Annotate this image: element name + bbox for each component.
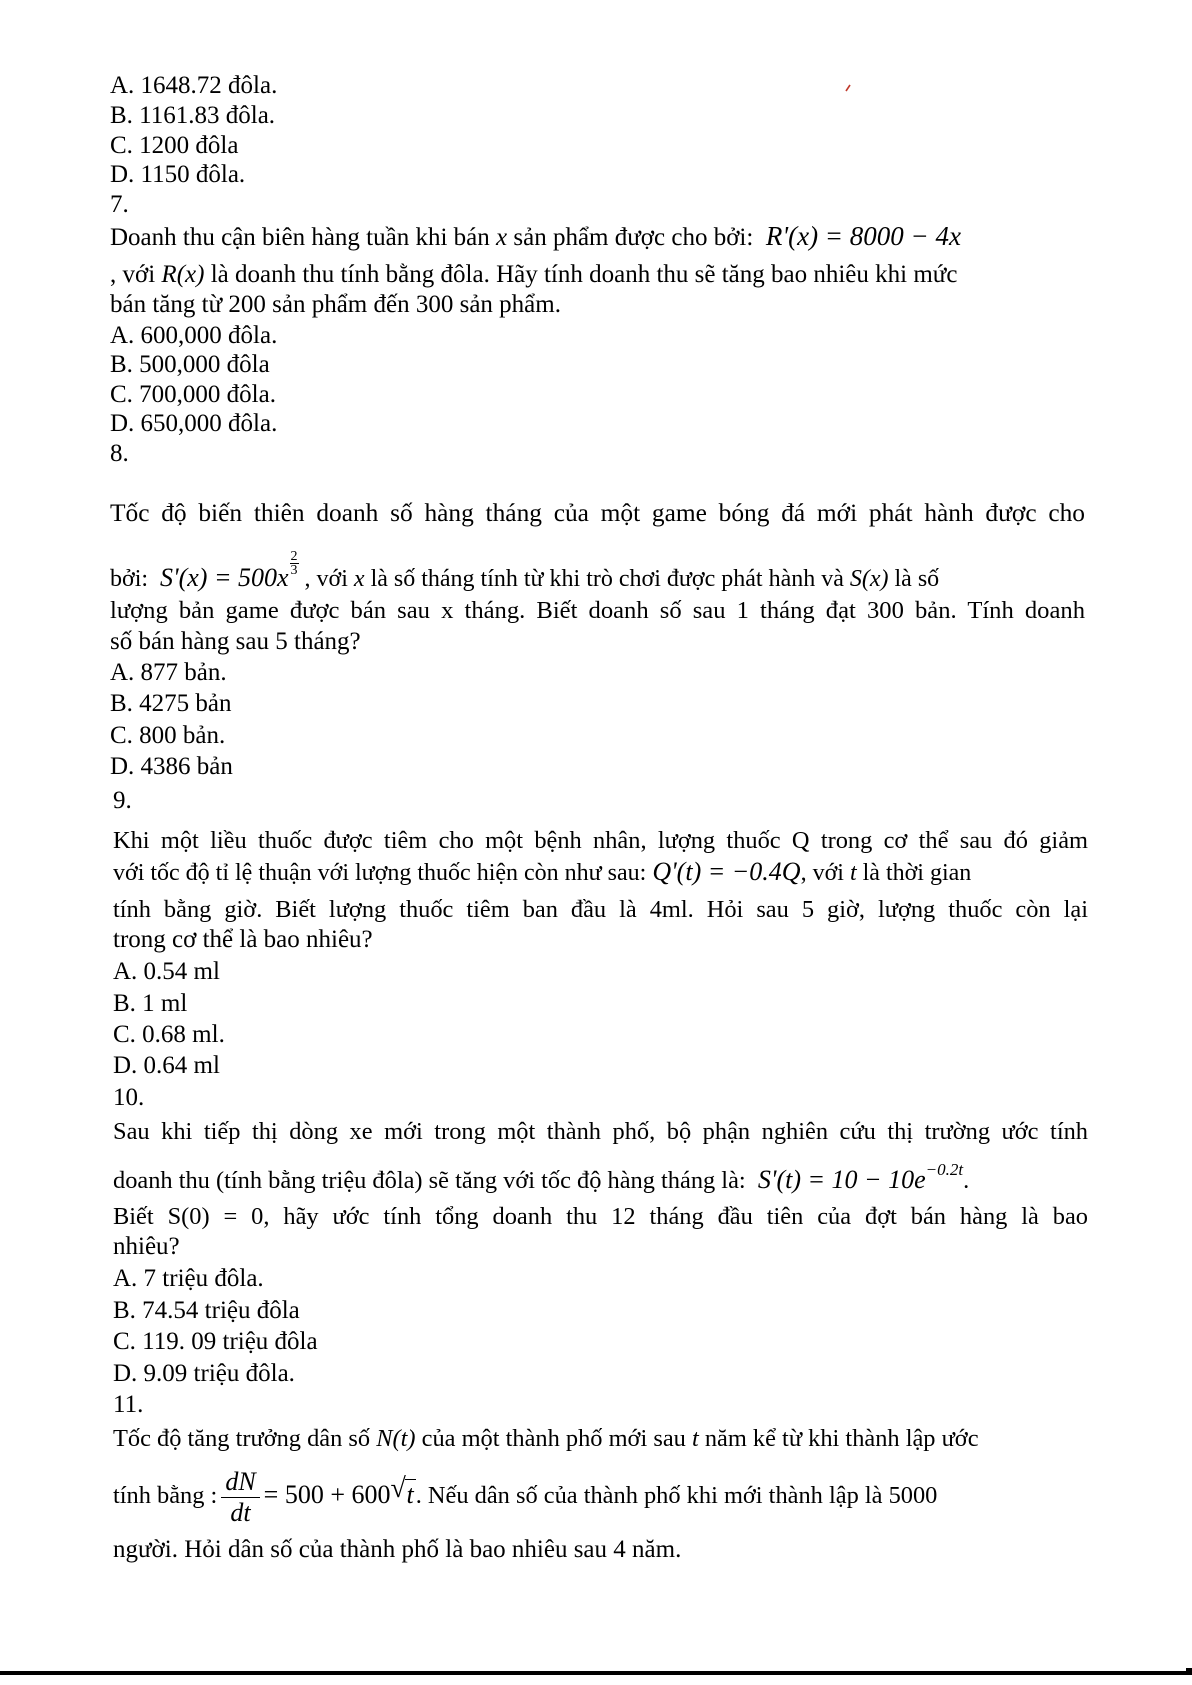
page-bottom-rule <box>0 1671 1192 1675</box>
q10-stem-line-1: Sau khi tiếp thị dòng xe mới trong một thành phố, bộ phận nghiên cứu thị trường ước tính <box>113 1118 1088 1145</box>
q7-stem-2b: là doanh thu tính bằng đôla. Hãy tính doanh thu sẽ tăng bao nhiêu khi mức <box>210 261 958 288</box>
q9-option-a: A. 0.54 ml <box>113 958 220 985</box>
q8-option-c: C. 800 bản. <box>110 722 226 749</box>
q7-option-b: B. 500,000 đôla <box>110 351 270 378</box>
q11-stem-line-3: người. Hỏi dân số của thành phố là bao nhiêu sau 4 năm. <box>113 1536 682 1563</box>
q9-option-b: B. 1 ml <box>113 990 188 1017</box>
q10-stem-line-2 <box>113 1159 1088 1196</box>
q8-stem-2-mid: , với <box>304 566 348 592</box>
q7-stem-line-3: bán tăng từ 200 sản phẩm đến 300 sản phẩm. <box>110 291 561 318</box>
q9-stem-line-4: trong cơ thể là bao nhiêu? <box>113 926 373 953</box>
q10-option-d: D. 9.09 triệu đôla. <box>113 1360 295 1387</box>
q9-option-c: C. 0.68 ml. <box>113 1021 225 1048</box>
q8-exp-num: 2 <box>290 549 298 564</box>
q8-var-s: S(x) <box>849 566 889 592</box>
q7-stem-text: Doanh thu cận biên hàng tuần khi bán <box>110 224 490 251</box>
q9-stem-line-2 <box>113 857 1088 888</box>
q11-sqrt <box>391 1461 416 1529</box>
q9-formula: Q'(t) = −0.4Q <box>652 857 801 886</box>
q6-option-d: D. 1150 đôla. <box>110 161 246 188</box>
q9-stem-line-3: tính bằng giờ. Biết lượng thuốc tiêm ban đầu là 4ml. Hỏi sau 5 giờ, lượng thuốc còn lại <box>113 896 1088 923</box>
q7-var-x: x <box>496 224 508 251</box>
q11-stem-1-mid: của một thành phố mới sau <box>421 1425 686 1452</box>
q7-var-r: R(x) <box>161 261 205 288</box>
q11-stem-line-2 <box>113 1461 1088 1529</box>
q10-stem-2-pre: doanh thu (tính bằng triệu đôla) sẽ tăng với tốc độ hàng tháng là: <box>113 1167 746 1195</box>
q7-stem-line-1 <box>110 221 1085 253</box>
q7-option-c: C. 700,000 đôla. <box>110 381 276 408</box>
q8-var-x: x <box>353 566 365 592</box>
q9-option-d: D. 0.64 ml <box>113 1052 220 1079</box>
q7-formula: R'(x) = 8000 − 4x <box>765 221 961 251</box>
q11-var-n: N(t) <box>376 1425 416 1452</box>
q10-formula: S'(t) = 10 − 10e <box>757 1165 926 1195</box>
q9-stem-line-1: Khi một liều thuốc được tiêm cho một bệnh nhân, lượng thuốc Q trong cơ thể sau đó giảm <box>113 827 1088 854</box>
q7-stem-text-2: sản phẩm được cho bởi: <box>513 224 754 251</box>
q6-option-a: A. 1648.72 đôla. <box>110 72 278 99</box>
q11-derivative-fraction <box>221 1467 259 1528</box>
q11-var-t: t <box>691 1425 699 1452</box>
q11-sqrt-arg: t <box>406 1480 414 1509</box>
q8-number: 8. <box>110 440 129 467</box>
q11-number: 11. <box>113 1391 144 1418</box>
q10-stem-2-end: . <box>963 1167 970 1195</box>
q10-stem-line-3: Biết S(0) = 0, hãy ước tính tổng doanh thu 12 tháng đầu tiên của đợt bán hàng là bao <box>113 1203 1088 1230</box>
q11-frac-num: dN <box>221 1467 259 1498</box>
q9-stem-2-pre: với tốc độ tỉ lệ thuận với lượng thuốc hiện còn như sau: <box>113 860 647 886</box>
q9-number: 9. <box>113 787 132 814</box>
q8-exponent-fraction <box>290 550 299 577</box>
q11-stem-1-pre: Tốc độ tăng trưởng dân số <box>113 1425 371 1452</box>
q7-stem-line-2 <box>110 260 1085 290</box>
q11-sqrt-symbol: √ <box>390 1473 406 1504</box>
q8-stem-2-pre: bởi: <box>110 566 149 592</box>
q8-stem-2-post: là số tháng tính từ khi trò chơi được phát hành và <box>370 566 844 592</box>
q7-option-a: A. 600,000 đôla. <box>110 322 278 349</box>
q8-stem-line-3: lượng bản game được bán sau x tháng. Biết doanh số sau 1 tháng đạt 300 bản. Tính doanh <box>110 597 1085 624</box>
q8-exp-den: 3 <box>290 563 298 578</box>
q7-option-d: D. 650,000 đôla. <box>110 410 278 437</box>
q11-formula-rhs: = 500 + 600 <box>263 1480 391 1509</box>
q8-stem-2-end: là số <box>894 566 940 592</box>
q8-formula: S'(x) = 500x <box>160 563 289 592</box>
q11-stem-line-1 <box>113 1424 1088 1454</box>
q10-option-c: C. 119. 09 triệu đôla <box>113 1328 318 1355</box>
q8-option-b: B. 4275 bản <box>110 690 232 717</box>
q6-option-b: B. 1161.83 đôla. <box>110 102 276 129</box>
q9-stem-2-end: là thời gian <box>862 860 972 886</box>
q9-var-t: t <box>849 860 857 886</box>
q10-stem-line-4: nhiêu? <box>113 1233 180 1260</box>
q8-stem-line-1: Tốc độ biến thiên doanh số hàng tháng của một game bóng đá mới phát hành được cho <box>110 499 1085 527</box>
q8-option-d: D. 4386 bản <box>110 753 233 780</box>
q6-option-c: C. 1200 đôla <box>110 132 239 159</box>
q11-stem-2-pre: tính bằng : <box>113 1482 218 1509</box>
q8-stem-line-2 <box>110 550 1085 594</box>
q9-stem-2-post: , với <box>800 860 844 886</box>
q10-number: 10. <box>113 1084 145 1111</box>
q10-option-a: A. 7 triệu đôla. <box>113 1265 264 1292</box>
q10-formula-exponent: −0.2t <box>925 1160 964 1179</box>
q11-frac-den: dt <box>230 1497 251 1527</box>
q7-stem-2a: , với <box>110 261 156 288</box>
q7-number: 7. <box>110 191 129 218</box>
q8-option-a: A. 877 bản. <box>110 659 227 686</box>
page-corner-mark <box>1186 1668 1192 1674</box>
q8-stem-line-4: số bán hàng sau 5 tháng? <box>110 628 361 655</box>
q10-option-b: B. 74.54 triệu đôla <box>113 1297 300 1324</box>
q11-stem-2-end: . Nếu dân số của thành phố khi mới thành lập là 5000 <box>415 1482 938 1509</box>
q11-stem-1-end: năm kể từ khi thành lập ước <box>704 1425 979 1452</box>
